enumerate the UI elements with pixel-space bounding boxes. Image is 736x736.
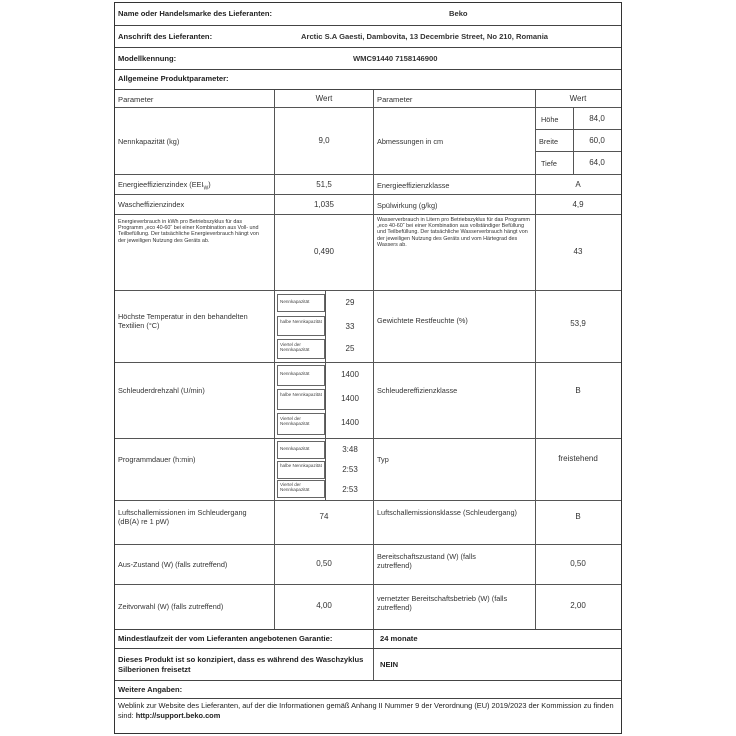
supplier-row bbox=[115, 3, 621, 25]
guarantee-label: Mindestlaufzeit der vom Lieferanten angebotenen Garantie: bbox=[118, 634, 333, 643]
moisture-label: Gewichtete Restfeuchte (%) bbox=[377, 316, 468, 325]
spin-label: Schleuderdrehzahl (U/min) bbox=[118, 386, 205, 395]
eei-label bbox=[118, 180, 211, 192]
spin-quarter-value: 1400 bbox=[341, 418, 359, 427]
temp-full-sublabel: Nennkapazität bbox=[280, 299, 310, 304]
height-label: Höhe bbox=[541, 115, 559, 124]
noise-class-label: Luftschallemissionsklasse (Schleudergang) bbox=[377, 508, 517, 517]
off-value: 0,50 bbox=[316, 559, 332, 568]
energy-class-label: Energieeffizienzklasse bbox=[377, 181, 450, 190]
temp-full-box bbox=[277, 294, 325, 312]
weblink-url[interactable]: http://support.beko.com bbox=[135, 711, 221, 721]
temp-label: Höchste Temperatur in den behandelten Textilien (°C) bbox=[118, 312, 248, 331]
dur-full-box bbox=[277, 441, 325, 459]
dur-quarter-sublabel: Viertel der Nennkapazität bbox=[280, 482, 310, 492]
spin-quarter-sublabel: Viertel der Nennkapazität bbox=[280, 416, 310, 426]
silver-value: NEIN bbox=[380, 660, 399, 669]
temp-quarter-value: 25 bbox=[345, 344, 355, 353]
col-param2-header: Parameter bbox=[377, 95, 413, 104]
spin-half-sublabel: halbe Nennkapazität bbox=[280, 392, 322, 397]
duration-label: Programmdauer (h:min) bbox=[118, 455, 196, 464]
dur-half-sublabel: halbe Nennkapazität bbox=[280, 463, 322, 468]
spin-half-value: 1400 bbox=[341, 394, 359, 403]
dur-full-sublabel: Nennkapazität bbox=[280, 446, 310, 451]
energy-class-value: A bbox=[575, 180, 581, 189]
col-value-header: Wert bbox=[315, 94, 333, 103]
type-value: freistehend bbox=[558, 454, 598, 463]
rinse-label: Spülwirkung (g/kg) bbox=[377, 201, 438, 210]
spin-full-box bbox=[277, 365, 325, 386]
spin-full-value: 1400 bbox=[341, 370, 359, 379]
depth-value: 64,0 bbox=[589, 158, 605, 167]
address-row bbox=[115, 25, 621, 47]
moisture-value: 53,9 bbox=[570, 319, 586, 328]
address-label: Anschrift des Lieferanten: bbox=[118, 32, 213, 41]
col-param-header: Parameter bbox=[118, 95, 154, 104]
rinse-value: 4,9 bbox=[572, 200, 584, 209]
spin-half-box bbox=[277, 389, 325, 410]
type-label: Typ bbox=[377, 455, 389, 464]
energy-cons-value: 0,490 bbox=[313, 247, 335, 256]
temp-quarter-box bbox=[277, 339, 325, 359]
guarantee-row bbox=[115, 629, 621, 648]
spin-full-sublabel: Nennkapazität bbox=[280, 371, 310, 376]
model-row bbox=[115, 47, 621, 69]
more-info-label: Weitere Angaben: bbox=[118, 685, 183, 694]
product-information-sheet bbox=[114, 2, 622, 734]
height-value: 84,0 bbox=[589, 114, 605, 123]
depth-label: Tiefe bbox=[541, 159, 557, 168]
spin-class-label: Schleudereffizienzklasse bbox=[377, 386, 458, 395]
address-value: Arctic S.A Gaesti, Dambovita, 13 Decembrie Street, No 210, Romania bbox=[301, 32, 549, 41]
delay-label: Zeitvorwahl (W) (falls zutreffend) bbox=[118, 602, 224, 611]
energy-cons-label: Energieverbrauch in kWh pro Betriebszyklus für das Programm „eco 40-60“ bei einer Kombination aus Voll- und Teilbefüllung. Der tatsächliche Energieverbrauch hängt von der jeweiligen Nutzung des Geräts ab. bbox=[118, 219, 259, 244]
dur-half-box bbox=[277, 461, 325, 479]
wash-eff-label: Wascheffizienzindex bbox=[118, 200, 185, 209]
water-cons-label: Wasserverbrauch in Litern pro Betriebszyklus für das Programm „eco 40-60“ bei einer Kombination aus vollständiger Befüllung und Teilbefüllung. Der tatsächliche Wasserverbrauch hängt von der jeweiligen Nutzung des Geräts und vom Härtegrad des Wassers ab. bbox=[377, 217, 530, 248]
capacity-label: Nennkapazität (kg) bbox=[118, 137, 180, 146]
spin-quarter-box bbox=[277, 413, 325, 435]
temp-half-sublabel: halbe Nennkapazität bbox=[280, 319, 322, 324]
supplier-value: Beko bbox=[449, 9, 468, 18]
dur-half-value: 2:53 bbox=[342, 465, 358, 474]
temp-half-box bbox=[277, 316, 325, 336]
width-value: 60,0 bbox=[589, 136, 605, 145]
eei-label-text: Energieeffizienzindex (EEI bbox=[118, 180, 204, 189]
spin-class-value: B bbox=[575, 386, 581, 395]
wash-eff-value: 1,035 bbox=[313, 200, 335, 209]
net-standby-label: vernetzter Bereitschaftsbetrieb (W) (falls zutreffend) bbox=[377, 594, 508, 613]
dur-quarter-box bbox=[277, 480, 325, 498]
general-params-row bbox=[115, 69, 621, 89]
more-info-row bbox=[115, 680, 621, 698]
noise-value: 74 bbox=[319, 512, 329, 521]
supplier-label: Name oder Handelsmarke des Lieferanten: bbox=[118, 9, 273, 18]
temp-quarter-sublabel: Viertel der Nennkapazität bbox=[280, 342, 310, 352]
col-value2-header: Wert bbox=[569, 94, 587, 103]
off-label: Aus-Zustand (W) (falls zutreffend) bbox=[118, 560, 228, 569]
weblink-row bbox=[115, 698, 621, 733]
model-value: WMC91440 7158146900 bbox=[353, 54, 438, 63]
net-standby-value: 2,00 bbox=[570, 601, 586, 610]
dimensions-label: Abmessungen in cm bbox=[377, 137, 444, 146]
eei-value: 51,5 bbox=[316, 180, 332, 189]
dur-full-value: 3:48 bbox=[342, 445, 358, 454]
weblink-text: Weblink zur Website des Lieferanten, auf der die Informationen gemäß Anhang II Nummer 9 der Verordnung (EU) 2019/2023 der Kommission zu finden sind: bbox=[118, 701, 614, 721]
delay-value: 4,00 bbox=[316, 601, 332, 610]
silver-label: Dieses Produkt ist so konzipiert, dass es während des Waschzyklus Silberionen freisetzt bbox=[118, 655, 364, 675]
dur-quarter-value: 2:53 bbox=[342, 485, 358, 494]
noise-class-value: B bbox=[575, 512, 581, 521]
general-params-label: Allgemeine Produktparameter: bbox=[118, 74, 229, 83]
eei-label-close: ) bbox=[208, 180, 211, 189]
silver-row bbox=[115, 648, 621, 680]
temp-half-value: 33 bbox=[345, 322, 355, 331]
standby-value: 0,50 bbox=[570, 559, 586, 568]
capacity-value: 9,0 bbox=[318, 136, 330, 145]
guarantee-value: 24 monate bbox=[380, 634, 418, 643]
temp-full-value: 29 bbox=[345, 298, 355, 307]
water-cons-value: 43 bbox=[573, 247, 583, 256]
params-table bbox=[115, 89, 621, 629]
width-label: Breite bbox=[539, 137, 559, 146]
model-label: Modellkennung: bbox=[118, 54, 177, 63]
eei-label-sub: W bbox=[203, 185, 209, 192]
standby-label: Bereitschaftszustand (W) (falls zutreffend) bbox=[377, 552, 476, 571]
noise-label: Luftschallemissionen im Schleudergang (dB(A) re 1 pW) bbox=[118, 508, 247, 527]
